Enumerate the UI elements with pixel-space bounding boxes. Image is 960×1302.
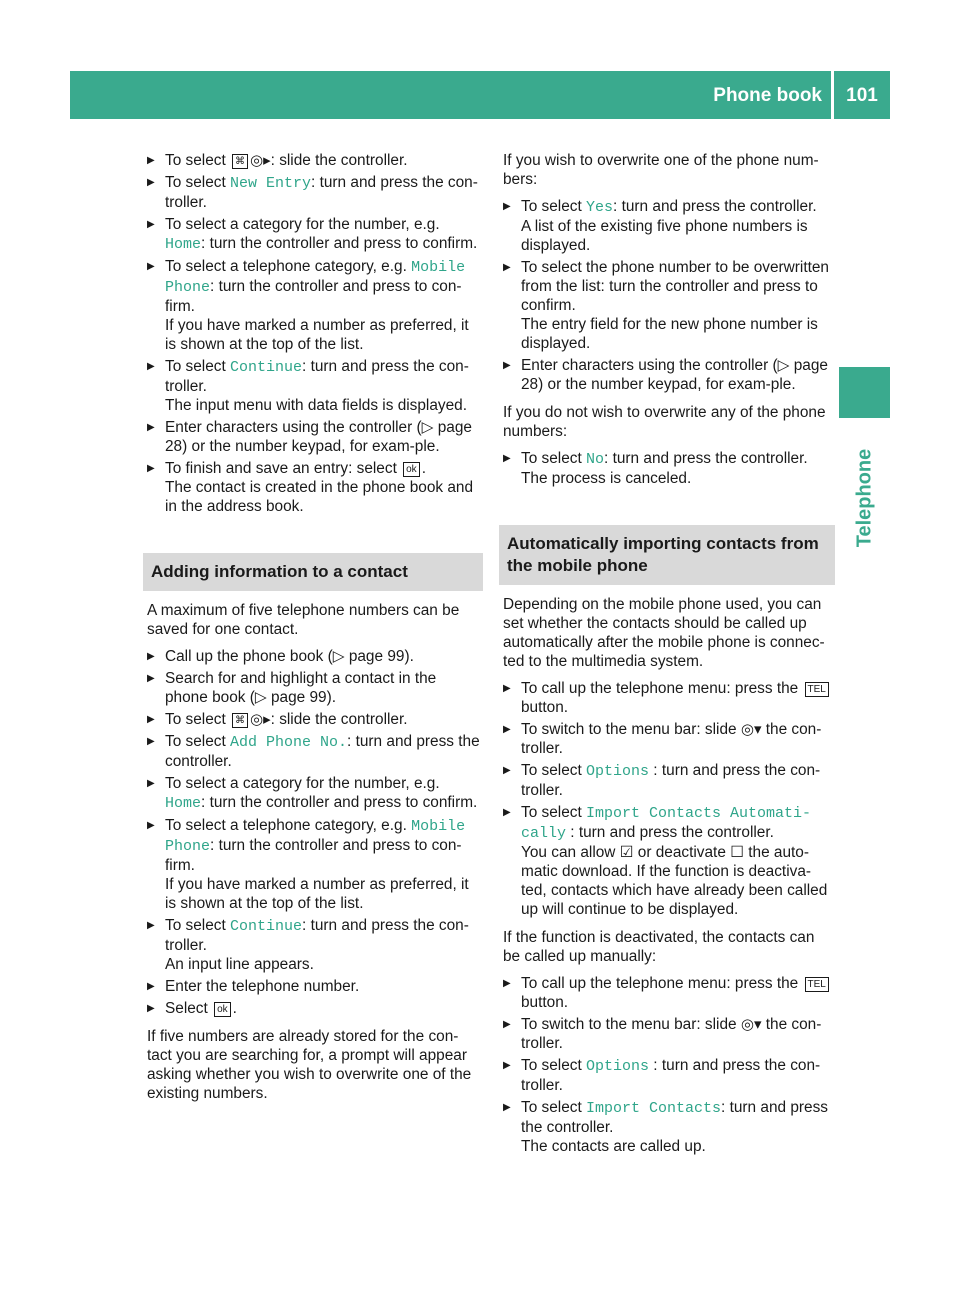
page-number: 101	[846, 85, 878, 106]
step-text: To switch to the menu bar: slide	[521, 721, 741, 738]
step-text: To select	[521, 198, 587, 215]
controller-icon: ◎▾	[740, 721, 762, 738]
right-column	[503, 151, 835, 1165]
step-item	[147, 257, 483, 354]
step-text: To call up the telephone menu: press the	[521, 975, 803, 992]
step-item	[503, 679, 835, 717]
step-text: : slide	[270, 711, 316, 728]
step-text: : turn the controller and press to con-firm.	[165, 837, 462, 874]
menu-item-code: Add Phone No.	[230, 734, 348, 751]
step-item	[147, 357, 483, 415]
menu-item-code: Options	[586, 763, 650, 780]
step-text: : turn and press the controller.	[521, 1099, 828, 1136]
step-text: : turn and press the controller.	[165, 733, 480, 770]
step-result: A list of the existing five phone numbers is displayed.	[521, 218, 808, 254]
intro-paragraph: If you wish to overwrite one of the phone num-bers:	[503, 152, 819, 188]
step-text: : turn the controller and press to con-firm.	[165, 278, 462, 315]
body-paragraph: Depending on the mobile phone used, you can set whether the contacts should be called up automatically after the mobile phone is connec-ted to the multimedia system.	[503, 596, 825, 670]
menu-item-code: Mobile Phone	[165, 259, 466, 296]
step-item	[147, 710, 483, 729]
step-item	[503, 197, 835, 255]
step-result: If you have marked a number as preferred, it is shown at the top of the list.	[165, 876, 469, 912]
step-text: : slide	[270, 152, 316, 169]
step-text: To call up the telephone menu: press the	[521, 680, 803, 697]
controller-icon: ◎▸	[250, 711, 271, 728]
step-result: If you have marked a number as preferred, it is shown at the top of the list.	[165, 317, 469, 353]
list-spacer	[503, 491, 835, 497]
step-text: To select a telephone category, e.g.	[165, 258, 412, 275]
step-text: the controller.	[315, 711, 408, 728]
step-item	[503, 1098, 835, 1156]
menu-item-code: Mobile Phone	[165, 818, 466, 855]
step-text: Enter the telephone number.	[165, 978, 360, 995]
step-item	[147, 647, 483, 666]
step-text: : turn and press the controller.	[566, 824, 774, 841]
step-text: Search for and highlight a contact in the phone book (▷ page 99).	[165, 670, 437, 706]
step-text: To select the phone number to be overwritten from the list: turn the controller and press to confirm.	[521, 259, 829, 314]
section-heading: Adding information to a contact	[143, 553, 483, 591]
step-text: Select	[165, 1000, 213, 1017]
step-text: To finish and save an entry: select	[165, 460, 402, 477]
menu-item-code: Import Contacts	[586, 1100, 722, 1117]
step-list	[147, 151, 483, 525]
intro-paragraph: A maximum of five telephone numbers can be saved for one contact.	[147, 602, 460, 638]
step-text: .	[421, 460, 426, 477]
left-column	[147, 151, 483, 1111]
step-text: : turn and press the controller.	[604, 450, 808, 467]
step-text: To switch to the menu bar: slide	[521, 1016, 741, 1033]
step-item	[147, 215, 483, 254]
step-result: You can allow ☑ or deactivate ☐ the auto-matic download. If the function is deactiva-ted, contacts which have already been called up will continue to be displayed.	[521, 844, 828, 918]
step-item	[503, 720, 835, 758]
step-text: Call up the phone book (▷ page 99).	[165, 648, 414, 665]
section-tab-label	[827, 428, 902, 568]
section-tab-text: Telephone	[853, 448, 875, 548]
step-item	[503, 1015, 835, 1053]
step-item	[147, 732, 483, 771]
button-symbol-icon: ok	[214, 1002, 231, 1017]
step-text: : turn and press the con-troller.	[165, 917, 469, 954]
step-text: To select a telephone category, e.g.	[165, 817, 412, 834]
step-text: To select	[165, 358, 231, 375]
step-text: To select	[521, 762, 587, 779]
step-text: To select a category for the number, e.g.	[165, 216, 440, 233]
menu-item-code: Home	[165, 795, 202, 812]
step-item	[503, 803, 835, 919]
step-text: : turn and press the con-troller.	[521, 762, 821, 799]
step-item	[503, 356, 835, 394]
step-text: button.	[521, 699, 569, 716]
step-text: To select a category for the number, e.g.	[165, 775, 440, 792]
menu-item-code: Continue	[230, 918, 303, 935]
step-text: To select	[165, 174, 231, 191]
step-text: Enter characters using the controller (▷ page 28) or the number keypad, for exam-ple.	[165, 419, 472, 455]
step-text: To select	[521, 1099, 587, 1116]
step-item	[147, 173, 483, 212]
step-text: Enter characters using the controller (▷ page 28) or the number keypad, for exam-ple.	[521, 357, 828, 393]
step-item	[147, 816, 483, 913]
page-title: Phone book	[713, 85, 822, 106]
step-text: To select	[521, 804, 587, 821]
step-text: button.	[521, 994, 569, 1011]
step-item	[147, 669, 483, 707]
step-item	[503, 449, 835, 488]
step-text: : turn and press the controller.	[613, 198, 817, 215]
step-text: the controller.	[315, 152, 408, 169]
step-result: The input menu with data fields is displayed.	[165, 397, 467, 414]
step-item	[503, 1056, 835, 1095]
button-symbol-icon: TEL	[805, 682, 829, 697]
step-list	[503, 197, 835, 403]
step-text: To select	[165, 733, 231, 750]
button-symbol-icon: ⌘	[232, 713, 248, 728]
step-text: : turn and press the con-troller.	[165, 358, 469, 395]
step-list	[503, 974, 835, 1165]
step-item	[503, 761, 835, 800]
step-list	[147, 647, 483, 1027]
step-item	[147, 151, 483, 170]
step-text: the con-troller.	[521, 721, 822, 757]
step-text: : turn and press the con-troller.	[521, 1057, 821, 1094]
step-text: To select	[521, 1057, 587, 1074]
step-text: To select	[165, 152, 231, 169]
list-spacer	[147, 519, 483, 525]
menu-item-code: Options	[586, 1058, 650, 1075]
controller-icon: ◎▸	[250, 152, 271, 169]
button-symbol-icon: ok	[403, 462, 420, 477]
section-tab-marker	[839, 367, 890, 418]
step-text: : turn and press the con-troller.	[165, 174, 478, 211]
step-text: To select	[165, 917, 231, 934]
step-text: To select	[521, 450, 587, 467]
step-result: The contact is created in the phone book and in the address book.	[165, 479, 474, 515]
section-heading: Automatically importing contacts from the mobile phone	[499, 525, 835, 585]
controller-icon: ◎▾	[740, 1016, 762, 1033]
intro-paragraph-2: If you do not wish to overwrite any of the phone numbers:	[503, 404, 826, 440]
list-spacer	[503, 1159, 835, 1165]
step-text: .	[232, 1000, 237, 1017]
step-item	[503, 974, 835, 1012]
body-paragraph-2: If the function is deactivated, the contacts can be called up manually:	[503, 929, 815, 965]
step-item	[147, 977, 483, 996]
step-result: The process is canceled.	[521, 470, 692, 487]
step-result: The contacts are called up.	[521, 1138, 706, 1155]
menu-item-code: Yes	[586, 199, 614, 216]
step-item	[147, 418, 483, 456]
step-result: An input line appears.	[165, 956, 314, 973]
step-result: The entry field for the new phone number is displayed.	[521, 316, 818, 352]
menu-item-code: No	[586, 451, 605, 468]
step-text: the con-troller.	[521, 1016, 822, 1052]
step-item	[503, 258, 835, 353]
step-text: To select	[165, 711, 231, 728]
menu-item-code: Continue	[230, 359, 303, 376]
outro-paragraph: If five numbers are already stored for the con-tact you are searching for, a prompt will appear asking whether you wish to overwrite one of the existing numbers.	[147, 1028, 472, 1102]
button-symbol-icon: TEL	[805, 977, 829, 992]
step-text: : turn the controller and press to confirm.	[201, 235, 478, 252]
step-item	[147, 459, 483, 516]
menu-item-code: New Entry	[230, 175, 312, 192]
step-list	[503, 679, 835, 928]
menu-item-code: Import Contacts Automati-cally	[521, 805, 812, 842]
step-item	[147, 999, 483, 1018]
step-list	[503, 449, 835, 497]
step-text: : turn the controller and press to confirm.	[201, 794, 478, 811]
step-item	[147, 774, 483, 813]
button-symbol-icon: ⌘	[232, 154, 248, 169]
step-item	[147, 916, 483, 974]
menu-item-code: Home	[165, 236, 202, 253]
